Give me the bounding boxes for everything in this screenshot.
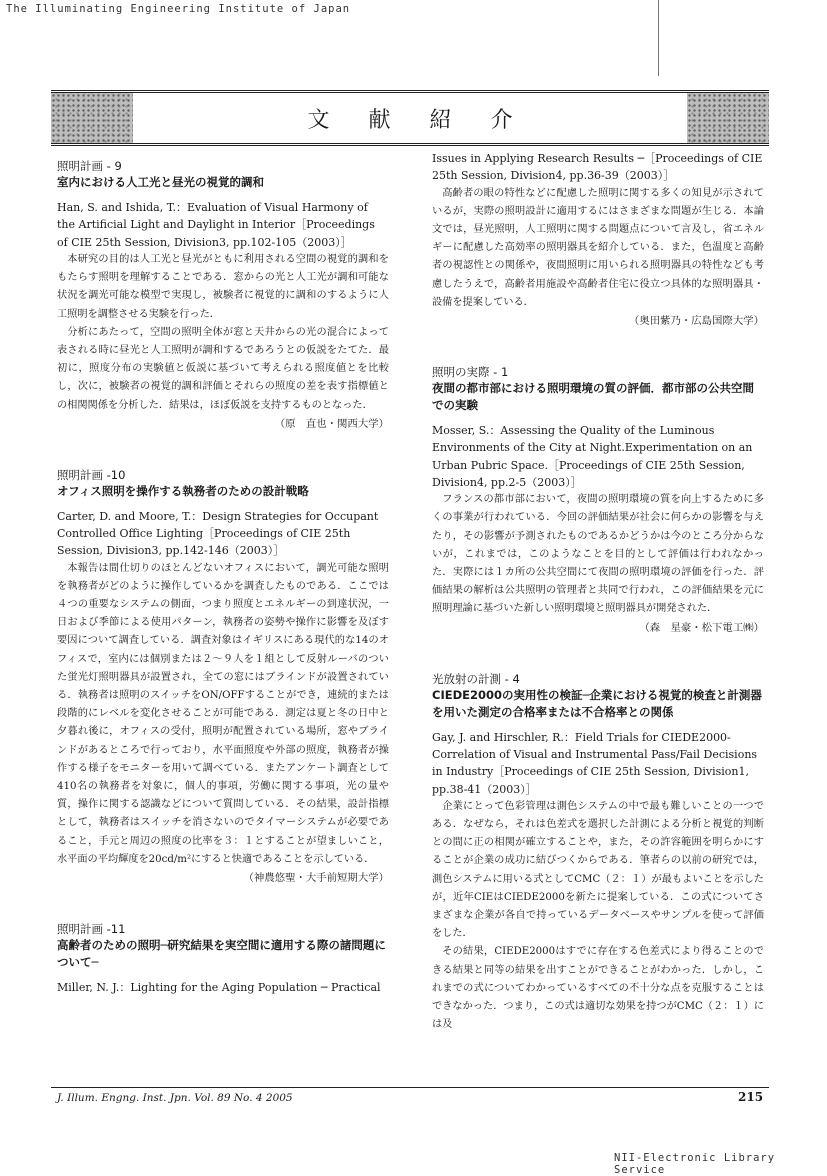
entry-citation: Miller, N. J.：Lighting for the Aging Population ─ Practical [57,981,381,995]
publisher-header: The Illuminating Engineering Institute of Japan [6,3,351,15]
section-banner [51,90,769,146]
service-label: NII-Electronic Library Service [614,1152,776,1176]
banner-title: 文 献 紹 介 [307,107,529,133]
entry-author: （奥田紫乃・広島国際大学） [628,315,764,328]
abstract-entry [432,150,764,330]
entry-title: 室内における人工光と昼光の視覚的調和 [57,175,264,189]
entry-citation: Mosser, S.：Assessing the Quality of the Luminous Environments of the City at Night.Experimentation on an Urban Pubric Space.［Proceedings of CIE 25th Session, Division4, pp.2-5（2003）］ [432,424,753,489]
entry-category: 照明計画 -11 [57,922,126,937]
entry-paragraph: 企業にとって色彩管理は測色システムの中で最も難しいことの一つである．なぜなら，それは色差式を選択した計測による分析と視覚的判断との間に正の相関が確立することや，また，その許容範囲を明らかにすることが企業の成功に結びつくからである．筆者らの以前の研究では，測色システムに用いる式としてCMC（２：１）が最もよいことを示したが，近年CIEはCIEDE2000を新たに提案している．この式についてさまざまな企業が各自で持っているデータベースやサンプルを使って評価をした． [432,800,764,940]
abstract-entry [57,921,389,996]
page-number: 215 [738,1090,764,1104]
entry-title: 高齢者のための照明─研究結果を実空間に適用する際の諸問題について─ [57,938,386,970]
entry-title: CIEDE2000の実用性の検証─企業における視覚的検査と計測器を用いた測定の合格率または不合格率との関係 [432,687,762,719]
entry-author: （森 星豪・松下電工㈱） [639,621,764,634]
entry-title: オフィス照明を操作する執務者のための設計戦略 [57,483,309,498]
entry-paragraph: 分析にあたって，空間の照明全体が窓と天井からの光の混合によって表される時に昼光と人工照明が調和するであろうとの仮説をたてた．最初に，照度分布の実験値と仮説に基づいて考えられる照度値とを比較し，次に，被験者の視覚的調和評価とそれらの照度の差を表す指標値との相関関係を分析した．結果は，ほぼ仮説を支持するものとなった． [57,326,389,411]
entry-citation: Issues in Applying Research Results ─［Proceedings of CIE 25th Session, Division4, pp.36-39（2003）］ [432,152,763,183]
entry-paragraph: 高齢者の眼の特性などに配慮した照明に関する多くの知見が示されているが，実際の照明設計に適用するにはさまざまな問題が生じる．本論文では，昼光照明，人工照明に関する問題点について言及し，省エネルギーに配慮した高効率の照明器具を紹介している．また，色温度と高齢者の視認性との関係や，夜間照明に用いられる照明器具の特性なども考慮したうえで，高齢者用施設や高齢者住宅に役立つ具体的な照明器具・設備を提案している． [432,187,764,308]
right-column [432,150,764,1068]
banner-texture-right [687,93,769,143]
entry-paragraph: 本研究の目的は人工光と昼光がともに利用される空間の視覚的調和をもたらす照明を理解することである．窓からの光と人工光が調和可能な状況を調光可能な模型で実現し，被験者に視覚的に調和のするように人工照明を調整させる実験を行った． [57,253,389,320]
entry-paragraph: 本報告は間仕切りのほとんどないオフィスにおいて，調光可能な照明を執務者がどのように操作しているかを調査したものである．ここでは４つの重要なシステムの側面，つまり照度とエネルギーの到達状況，一日および季節による使用パターン，執務者の姿勢や操作に影響を及ぼす要因について調査している．調査対象はイギリスにある現代的な14のオフィスで，室内には個別または２～９人を１組として反射ルーバのついた蛍光灯照明器具が設置され，全ての窓にはブラインドが設置されている．執務者は照明のスイッチをON/OFFすることができ，連続的または段階的にレベルを変化させることが可能である．測定は夏と冬の日中と夕暮れ後に，オフィスの受付，照明が配置されている場所，窓やブラインドがあるところで行っており，水平面照度や外部の照度，執務者が操作する様子をモニターを用いて調べている．またアンケート調査として410名の執務者を対象に，個人的事項，労働に関する事項，光の量や質，操作に関する認識などについて質問している．その結果，設計指標として，執務者はスイッチを消さないのでタイマーシステムが必要であること，手元と周辺の照度の比率を３：１とすることが望ましいこと，水平面の平均輝度を20cd/m²にすると快適であることを示している． [57,562,389,865]
entry-citation: Han, S. and Ishida, T.：Evaluation of Visual Harmony of the Artificial Light and Daylight in Interior［Proceedings of CIE 25th Session, Division3, pp.102-105（2003）］ [57,201,375,249]
entry-category: 照明の実際 - 1 [432,365,509,380]
entry-category: 光放射の計測 - 4 [432,671,520,686]
entry-author: （原 直也・関西大学） [274,417,389,430]
left-column [57,158,389,1030]
entry-author: （神農悠聖・大手前短期大学） [243,872,389,885]
entry-category: 照明計画 -10 [57,467,126,482]
entry-paragraph: フランスの都市部において，夜間の照明環境の質を向上するために多くの事業が行われている．今回の評価結果が社会に何らかの影響を与えたり，その影響が予測されたものであるかどうかは今のところ分からないが，これまでは，このようなことを目的として評価は行われなかった．実際には１カ所の公共空間にて夜間の照明環境の評価を行った．評価結果の解析は公共照明の管理者と共同で行われ，この評価結果を元に照明理論に基づいた新しい照明環境と照明器具が開発された． [432,494,764,615]
entry-citation: Gay, J. and Hirschler, R.：Field Trials for CIEDE2000-Correlation of Visual and Instrumental Pass/Fail Decisions in Industry［Proceedings of CIE 25th Session, Division1, pp.38-41（2003）］ [432,730,758,796]
entry-title: 夜間の都市部における照明環境の質の評価．都市部の公共空間での実験 [432,381,754,413]
header-divider [658,0,659,76]
footer-rule [51,1087,769,1088]
abstract-entry [57,467,389,887]
entry-category: 照明計画 - 9 [57,159,122,173]
entry-citation: Carter, D. and Moore, T.：Design Strategies for Occupant Controlled Office Lighting［Proceedings of CIE 25th Session, Division3, pp.142-146（2003）］ [57,509,379,558]
banner-texture-left [51,93,133,143]
abstract-entry [432,364,764,637]
abstract-entry [432,671,764,1035]
journal-citation: J. Illum. Engng. Inst. Jpn. Vol. 89 No. 4 2005 [57,1092,293,1104]
abstract-entry [57,158,389,433]
entry-paragraph: その結果，CIEDE2000はすでに存在する色差式により得ることのできる結果と同等の結果を出すことができることがわかった．しかし，これまでの式についてわかっているすべての不十分な点を克服することはできなかった．つまり，この式は適切な効果を持つがCMC（２：１）には及 [432,946,764,1031]
